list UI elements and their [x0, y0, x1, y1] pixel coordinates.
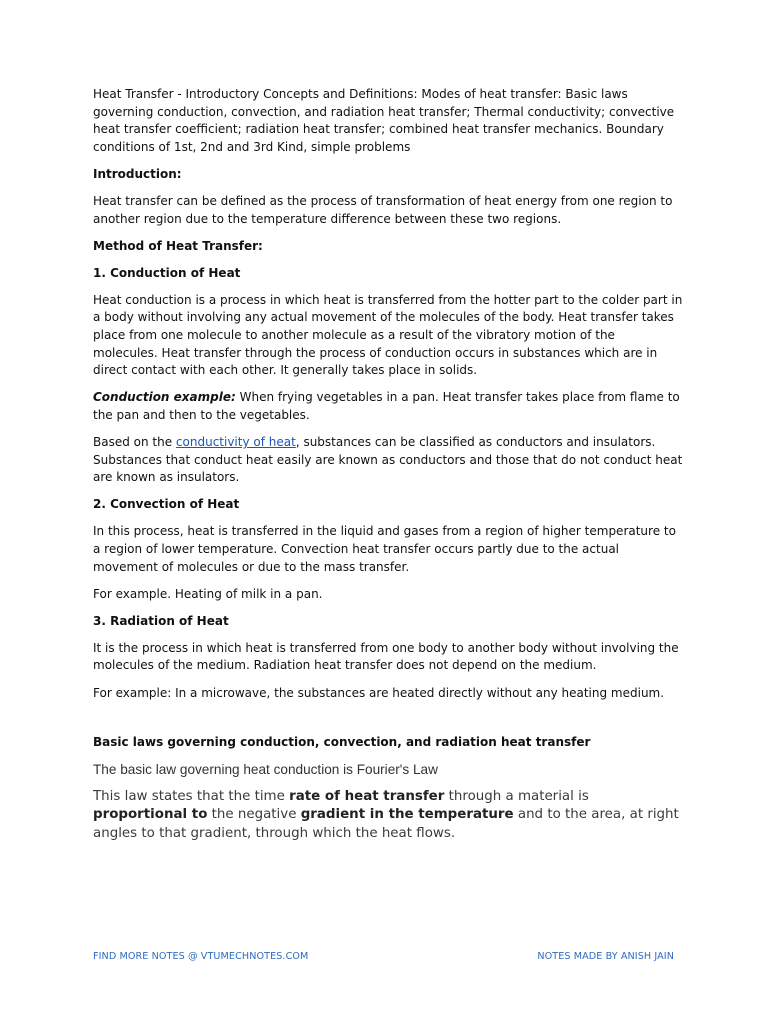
law-text-part: and to the area, at right angles to that gradient, through which the heat flows.	[93, 807, 679, 841]
fourier-law-statement	[93, 788, 683, 844]
method-heading: Method of Heat Transfer:	[93, 238, 263, 253]
law-text-part: This law states that the time	[93, 788, 290, 804]
convection-paragraph: In this process, heat is transferred in the liquid and gases from a region of higher temperature to a region of lower temperature. Convection heat transfer occurs partly due to the actual movement of molecules or due to the mass transfer.	[93, 524, 676, 574]
section-spacer	[93, 712, 683, 734]
intro-heading: Introduction:	[93, 166, 182, 181]
conduction-example	[93, 389, 683, 424]
law-text-part: the negative	[207, 807, 301, 823]
conductivity-suffix: , substances can be classified as conductors and insulators. Substances that conduct heat easily are known as conductors and those that do not conduct heat are known as insulators.	[93, 435, 683, 485]
footer-left: FIND MORE NOTES @ VTUMECHNOTES.COM	[93, 951, 309, 962]
conductivity-prefix: Based on the	[93, 435, 176, 449]
law-bold-part: rate of heat transfer	[289, 788, 445, 804]
law-bold-part: gradient in the temperature	[300, 807, 514, 823]
laws-heading: Basic laws governing conduction, convection, and radiation heat transfer	[93, 734, 591, 749]
conduction-heading: 1. Conduction of Heat	[93, 265, 241, 280]
conduction-paragraph: Heat conduction is a process in which heat is transferred from the hotter part to the colder part in a body without involving any actual movement of the molecules of the body. Heat transfer takes place from one molecule to another molecule as a result of the vibratory motion of the molecules. Heat transfer through the process of conduction occurs in substances which are in direct contact with each other. It generally takes place in solids.	[93, 292, 683, 378]
conductivity-paragraph	[93, 434, 683, 487]
conduction-example-label: Conduction example:	[93, 390, 236, 405]
fourier-law-intro: The basic law governing heat conduction is Fourier's Law	[93, 761, 438, 777]
law-text-part: through a material is	[444, 788, 589, 804]
law-bold-part: proportional to	[93, 807, 208, 823]
conduction-example-text: When frying vegetables in a pan. Heat transfer takes place from flame to the pan and then to the vegetables.	[93, 390, 680, 422]
radiation-example: For example: In a microwave, the substances are heated directly without any heating medium.	[93, 685, 665, 700]
radiation-heading: 3. Radiation of Heat	[93, 613, 229, 628]
footer-right: NOTES MADE BY ANISH JAIN	[537, 951, 674, 962]
syllabus-paragraph: Heat Transfer - Introductory Concepts and Definitions: Modes of heat transfer: Basic laws governing conduction, convection, and radiation heat transfer; Thermal conductivity; convective heat transfer coefficient; radiation heat transfer; combined heat transfer mechanics. Boundary conditions of 1st, 2nd and 3rd Kind, simple problems	[93, 87, 675, 154]
radiation-paragraph: It is the process in which heat is transferred from one body to another body without involving the molecules of the medium. Radiation heat transfer does not depend on the medium.	[93, 640, 679, 673]
intro-paragraph: Heat transfer can be defined as the process of transformation of heat energy from one region to another region due to the temperature difference between these two regions.	[93, 193, 673, 226]
document-body	[93, 86, 683, 853]
convection-heading: 2. Convection of Heat	[93, 497, 240, 512]
conductivity-link[interactable]: conductivity of heat	[175, 435, 296, 449]
convection-example: For example. Heating of milk in a pan.	[93, 586, 323, 601]
